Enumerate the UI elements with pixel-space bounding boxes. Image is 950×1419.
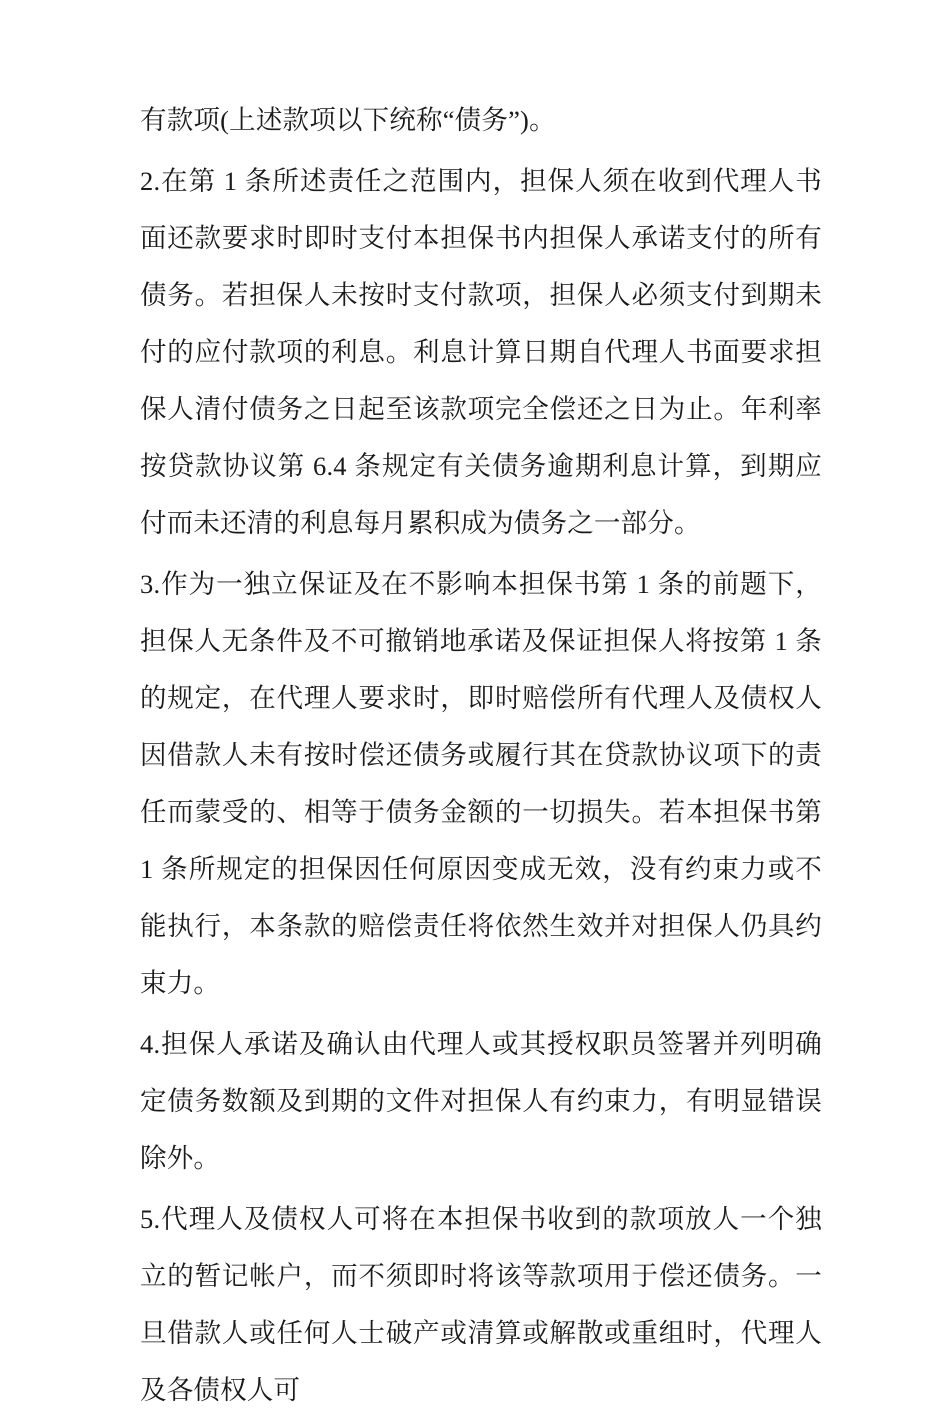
document-body: [140, 92, 822, 1419]
paragraph-clause-3: 3.作为一独立保证及在不影响本担保书第 1 条的前题下，担保人无条件及不可撤销地承诺及保证担保人将按第 1 条的规定，在代理人要求时，即时赔偿所有代理人及债权人因借款人未有按时偿还债务或履行其在贷款协议项下的责任而蒙受的、相等于债务金额的一切损失。若本担保书第 1 条所规定的担保因任何原因变成无效，没有约束力或不能执行，本条款的赔偿责任将依然生效并对担保人仍具约束力。: [140, 569, 822, 998]
paragraph-clause-5: 5.代理人及债权人可将在本担保书收到的款项放人一个独立的暂记帐户，而不须即时将该等款项用于偿还债务。一旦借款人或任何人士破产或清算或解散或重组时，代理人及各债权人可: [140, 1204, 822, 1405]
paragraph-clause-4: 4.担保人承诺及确认由代理人或其授权职员签署并列明确定债务数额及到期的文件对担保人有约束力，有明显错误除外。: [140, 1029, 822, 1173]
paragraph-continuation: 有款项(上述款项以下统称“债务”)。: [140, 105, 556, 135]
paragraph-clause-2: 2.在第 1 条所述责任之范围内，担保人须在收到代理人书面还款要求时即时支付本担保书内担保人承诺支付的所有债务。若担保人未按时支付款项，担保人必须支付到期未付的应付款项的利息。利息计算日期自代理人书面要求担保人清付债务之日起至该款项完全偿还之日为止。年利率按贷款协议第 6.4 条规定有关债务逾期利息计算，到期应付而未还清的利息每月累积成为债务之一部分。: [140, 166, 822, 538]
